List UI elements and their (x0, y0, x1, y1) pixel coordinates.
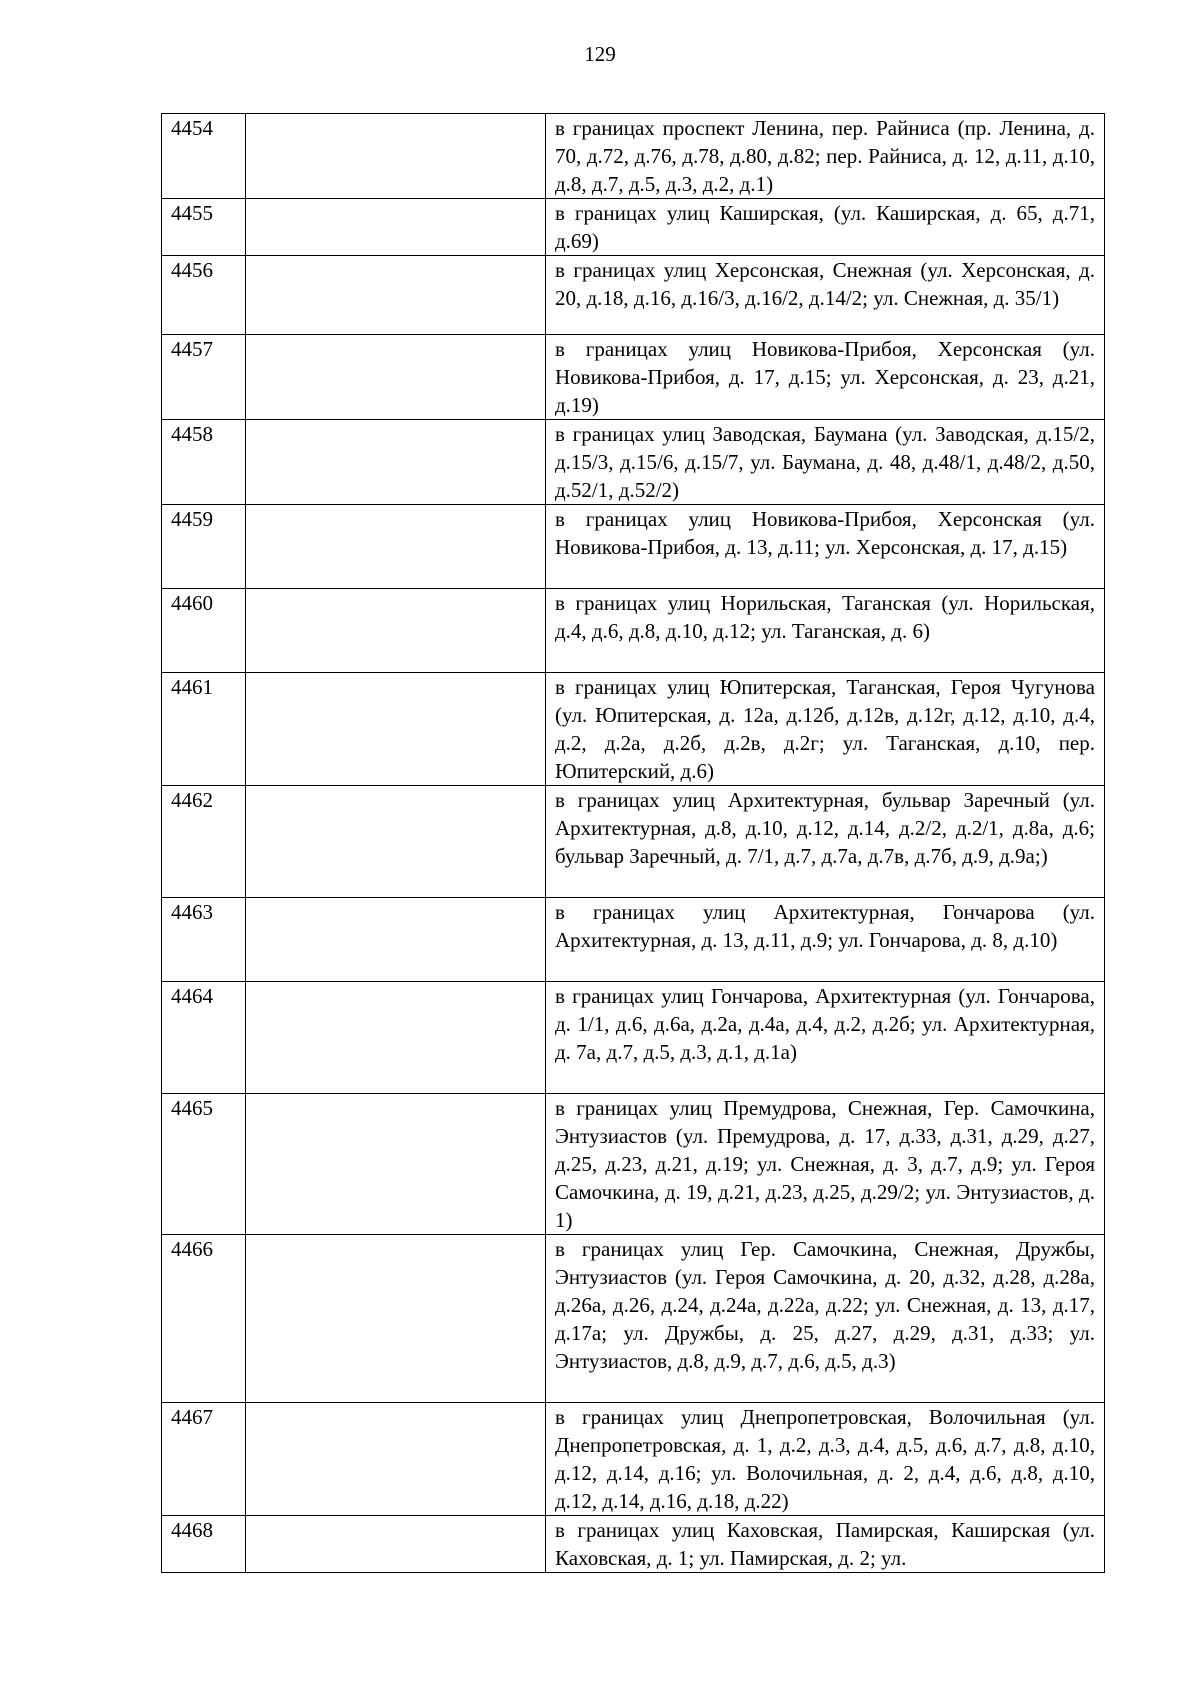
row-number: 4461 (162, 673, 246, 786)
empty-cell (246, 256, 546, 335)
row-description: в границах улиц Днепропетровская, Волочильная (ул. Днепропетровская, д. 1, д.2, д.3, д.4, д.5, д.6, д.7, д.8, д.10, д.12, д.14, д.16; ул. Волочильная, д. 2, д.4, д.6, д.8, д.10, д.12, д.14, д.16, д.18, д.22) (546, 1403, 1105, 1516)
table-row (162, 420, 1105, 505)
row-number: 4460 (162, 589, 246, 673)
table-row (162, 256, 1105, 335)
table-row (162, 505, 1105, 589)
row-number: 4462 (162, 786, 246, 898)
row-number: 4466 (162, 1235, 246, 1403)
table-row (162, 1516, 1105, 1573)
row-description: в границах улиц Архитектурная, Гончарова (ул. Архитектурная, д. 13, д.11, д.9; ул. Гончарова, д. 8, д.10) (546, 898, 1105, 982)
empty-cell (246, 589, 546, 673)
row-description: в границах проспект Ленина, пер. Райниса (пр. Ленина, д. 70, д.72, д.76, д.78, д.80, д.82; пер. Райниса, д. 12, д.11, д.10, д.8, д.7, д.5, д.3, д.2, д.1) (546, 114, 1105, 199)
table-row (162, 1403, 1105, 1516)
table-row (162, 589, 1105, 673)
table-row (162, 898, 1105, 982)
table-row (162, 1235, 1105, 1403)
table-row (162, 199, 1105, 256)
row-number: 4463 (162, 898, 246, 982)
row-description: в границах улиц Норильская, Таганская (ул. Норильская, д.4, д.6, д.8, д.10, д.12; ул. Таганская, д. 6) (546, 589, 1105, 673)
row-description: в границах улиц Премудрова, Снежная, Гер. Самочкина, Энтузиастов (ул. Премудрова, д. 17, д.33, д.31, д.29, д.27, д.25, д.23, д.21, д.19; ул. Снежная, д. 3, д.7, д.9; ул. Героя Самочкина, д. 19, д.21, д.23, д.25, д.29/2; ул. Энтузиастов, д. 1) (546, 1094, 1105, 1235)
empty-cell (246, 505, 546, 589)
row-description: в границах улиц Каширская, (ул. Каширская, д. 65, д.71, д.69) (546, 199, 1105, 256)
row-number: 4454 (162, 114, 246, 199)
row-description: в границах улиц Херсонская, Снежная (ул. Херсонская, д. 20, д.18, д.16, д.16/3, д.16/2, д.14/2; ул. Снежная, д. 35/1) (546, 256, 1105, 335)
address-table (161, 113, 1105, 1573)
row-description: в границах улиц Юпитерская, Таганская, Героя Чугунова (ул. Юпитерская, д. 12а, д.12б, д.12в, д.12г, д.12, д.10, д.4, д.2, д.2а, д.2б, д.2в, д.2г; ул. Таганская, д.10, пер. Юпитерский, д.6) (546, 673, 1105, 786)
row-description: в границах улиц Новикова-Прибоя, Херсонская (ул. Новикова-Прибоя, д. 17, д.15; ул. Херсонская, д. 23, д.21, д.19) (546, 335, 1105, 420)
empty-cell (246, 786, 546, 898)
row-number: 4468 (162, 1516, 246, 1573)
row-description: в границах улиц Заводская, Баумана (ул. Заводская, д.15/2, д.15/3, д.15/6, д.15/7, ул. Баумана, д. 48, д.48/1, д.48/2, д.50, д.52/1, д.52/2) (546, 420, 1105, 505)
empty-cell (246, 114, 546, 199)
table-row (162, 673, 1105, 786)
row-description: в границах улиц Новикова-Прибоя, Херсонская (ул. Новикова-Прибоя, д. 13, д.11; ул. Херсонская, д. 17, д.15) (546, 505, 1105, 589)
row-number: 4465 (162, 1094, 246, 1235)
row-number: 4458 (162, 420, 246, 505)
row-description: в границах улиц Каховская, Памирская, Каширская (ул. Каховская, д. 1; ул. Памирская, д. 2; ул. (546, 1516, 1105, 1573)
row-number: 4467 (162, 1403, 246, 1516)
row-description: в границах улиц Гер. Самочкина, Снежная, Дружбы, Энтузиастов (ул. Героя Самочкина, д. 20, д.32, д.28, д.28а, д.26а, д.26, д.24, д.24а, д.22а, д.22; ул. Снежная, д. 13, д.17, д.17а; ул. Дружбы, д. 25, д.27, д.29, д.31, д.33; ул. Энтузиастов, д.8, д.9, д.7, д.6, д.5, д.3) (546, 1235, 1105, 1403)
row-number: 4455 (162, 199, 246, 256)
row-number: 4459 (162, 505, 246, 589)
table-row (162, 114, 1105, 199)
empty-cell (246, 420, 546, 505)
page-number: 129 (584, 42, 616, 66)
empty-cell (246, 673, 546, 786)
row-number: 4464 (162, 982, 246, 1094)
empty-cell (246, 982, 546, 1094)
row-description: в границах улиц Архитектурная, бульвар Заречный (ул. Архитектурная, д.8, д.10, д.12, д.14, д.2/2, д.2/1, д.8а, д.6; бульвар Заречный, д. 7/1, д.7, д.7а, д.7в, д.7б, д.9, д.9а;) (546, 786, 1105, 898)
row-number: 4457 (162, 335, 246, 420)
empty-cell (246, 1403, 546, 1516)
table-row (162, 1094, 1105, 1235)
empty-cell (246, 1516, 546, 1573)
table-row (162, 786, 1105, 898)
empty-cell (246, 898, 546, 982)
row-number: 4456 (162, 256, 246, 335)
empty-cell (246, 1094, 546, 1235)
empty-cell (246, 199, 546, 256)
row-description: в границах улиц Гончарова, Архитектурная (ул. Гончарова, д. 1/1, д.6, д.6а, д.2а, д.4а, д.4, д.2, д.2б; ул. Архитектурная, д. 7а, д.7, д.5, д.3, д.1, д.1а) (546, 982, 1105, 1094)
empty-cell (246, 1235, 546, 1403)
table-row (162, 335, 1105, 420)
empty-cell (246, 335, 546, 420)
table-row (162, 982, 1105, 1094)
